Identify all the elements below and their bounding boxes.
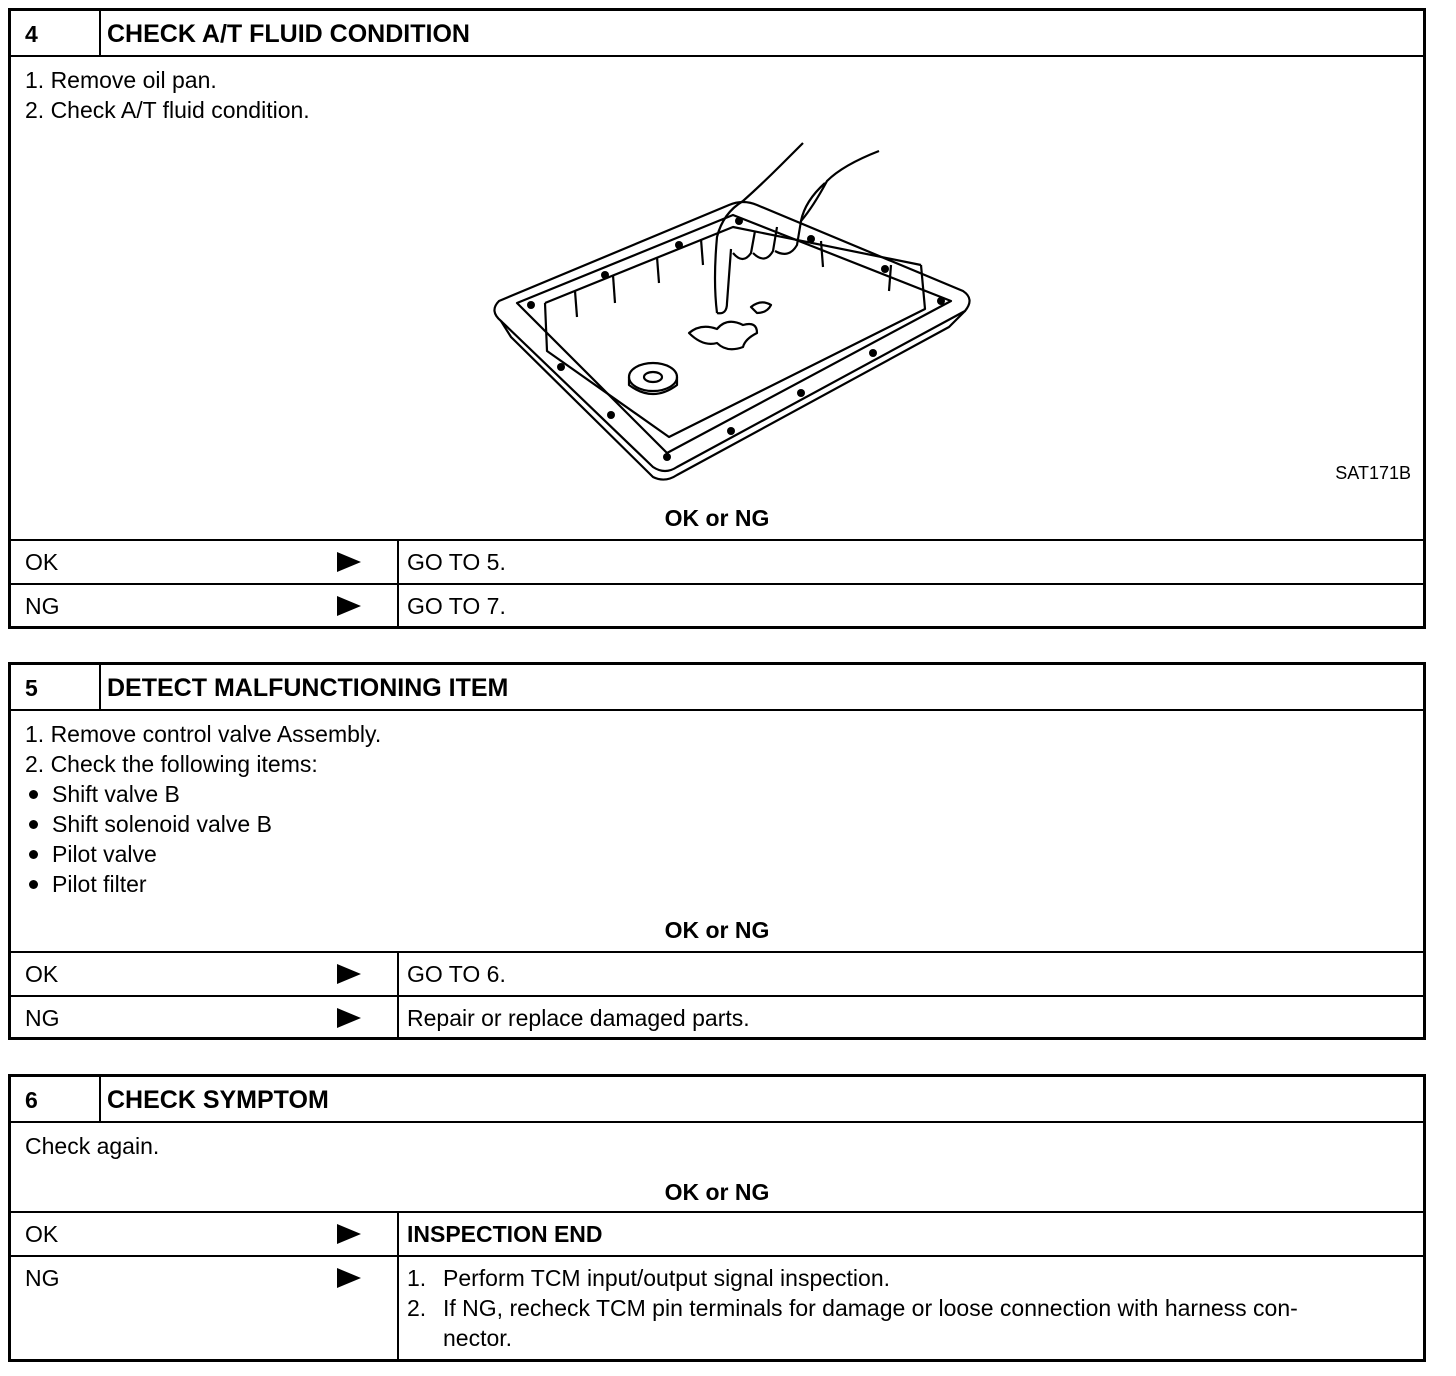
step-5-header: [11, 665, 1423, 709]
check-item: Shift solenoid valve B: [25, 809, 381, 839]
arrow-right-icon: [337, 1224, 361, 1244]
step-title: DETECT MALFUNCTIONING ITEM: [107, 674, 509, 702]
ok-or-ng-label: OK or NG: [664, 1179, 770, 1205]
result-action: GO TO 5.: [407, 549, 506, 575]
check-item: Pilot valve: [25, 839, 381, 869]
bullet-icon: [29, 790, 38, 799]
instruction-line: Check again.: [25, 1133, 160, 1159]
step-number: 6: [11, 1077, 101, 1121]
step-number: 5: [11, 665, 101, 709]
result-action-steps: [407, 1263, 1413, 1353]
step-number: 4: [11, 11, 101, 55]
result-label: OK: [25, 961, 59, 987]
result-row-ok: [11, 1211, 1423, 1255]
result-row-ng: [11, 1255, 1423, 1361]
result-label: NG: [25, 1265, 60, 1291]
instruction-line: 1. Remove control valve Assembly.: [25, 721, 382, 747]
arrow-right-icon: [337, 596, 361, 616]
result-action: Repair or replace damaged parts.: [407, 1005, 750, 1031]
result-row-ng: [11, 995, 1423, 1039]
ok-or-ng-label: OK or NG: [664, 505, 770, 531]
result-label: NG: [25, 1005, 60, 1031]
action-step: 2. If NG, recheck TCM pin terminals for damage or loose connection with harness con-: [407, 1295, 1298, 1321]
bullet-icon: [29, 880, 38, 889]
result-action: GO TO 6.: [407, 961, 506, 987]
arrow-right-icon: [337, 552, 361, 572]
check-item: Pilot filter: [25, 869, 381, 899]
bullet-icon: [29, 850, 38, 859]
result-row-ng: [11, 583, 1423, 628]
arrow-right-icon: [337, 1008, 361, 1028]
result-label: NG: [25, 593, 60, 619]
step-4-header: [11, 11, 1423, 55]
arrow-right-icon: [337, 1268, 361, 1288]
result-action: INSPECTION END: [407, 1221, 603, 1247]
instruction-line: 1. Remove oil pan.: [25, 67, 217, 93]
figure-caption: SAT171B: [1335, 463, 1411, 483]
instruction-line: 2. Check the following items:: [25, 751, 318, 777]
step-5-box: [8, 662, 1426, 1040]
check-item: Shift valve B: [25, 779, 381, 809]
step-title: CHECK A/T FLUID CONDITION: [107, 20, 470, 48]
result-label: OK: [25, 1221, 59, 1247]
step-4-box: [8, 8, 1426, 629]
step-instructions: [25, 719, 381, 899]
instruction-line: 2. Check A/T fluid condition.: [25, 97, 310, 123]
result-row-ok: [11, 539, 1423, 583]
action-step: 1. Perform TCM input/output signal inspection.: [407, 1265, 891, 1291]
action-step: nector.: [443, 1325, 513, 1351]
bullet-icon: [29, 820, 38, 829]
result-row-ok: [11, 951, 1423, 995]
step-6-header: [11, 1077, 1423, 1121]
step-instructions: [25, 65, 310, 125]
result-label: OK: [25, 549, 59, 575]
step-title: CHECK SYMPTOM: [107, 1086, 329, 1114]
result-action: GO TO 7.: [407, 593, 506, 619]
step-instructions: [25, 1131, 159, 1161]
ok-or-ng-label: OK or NG: [664, 917, 770, 943]
arrow-right-icon: [337, 964, 361, 984]
step-6-box: [8, 1074, 1426, 1362]
oil-pan-illustration: [481, 141, 981, 481]
